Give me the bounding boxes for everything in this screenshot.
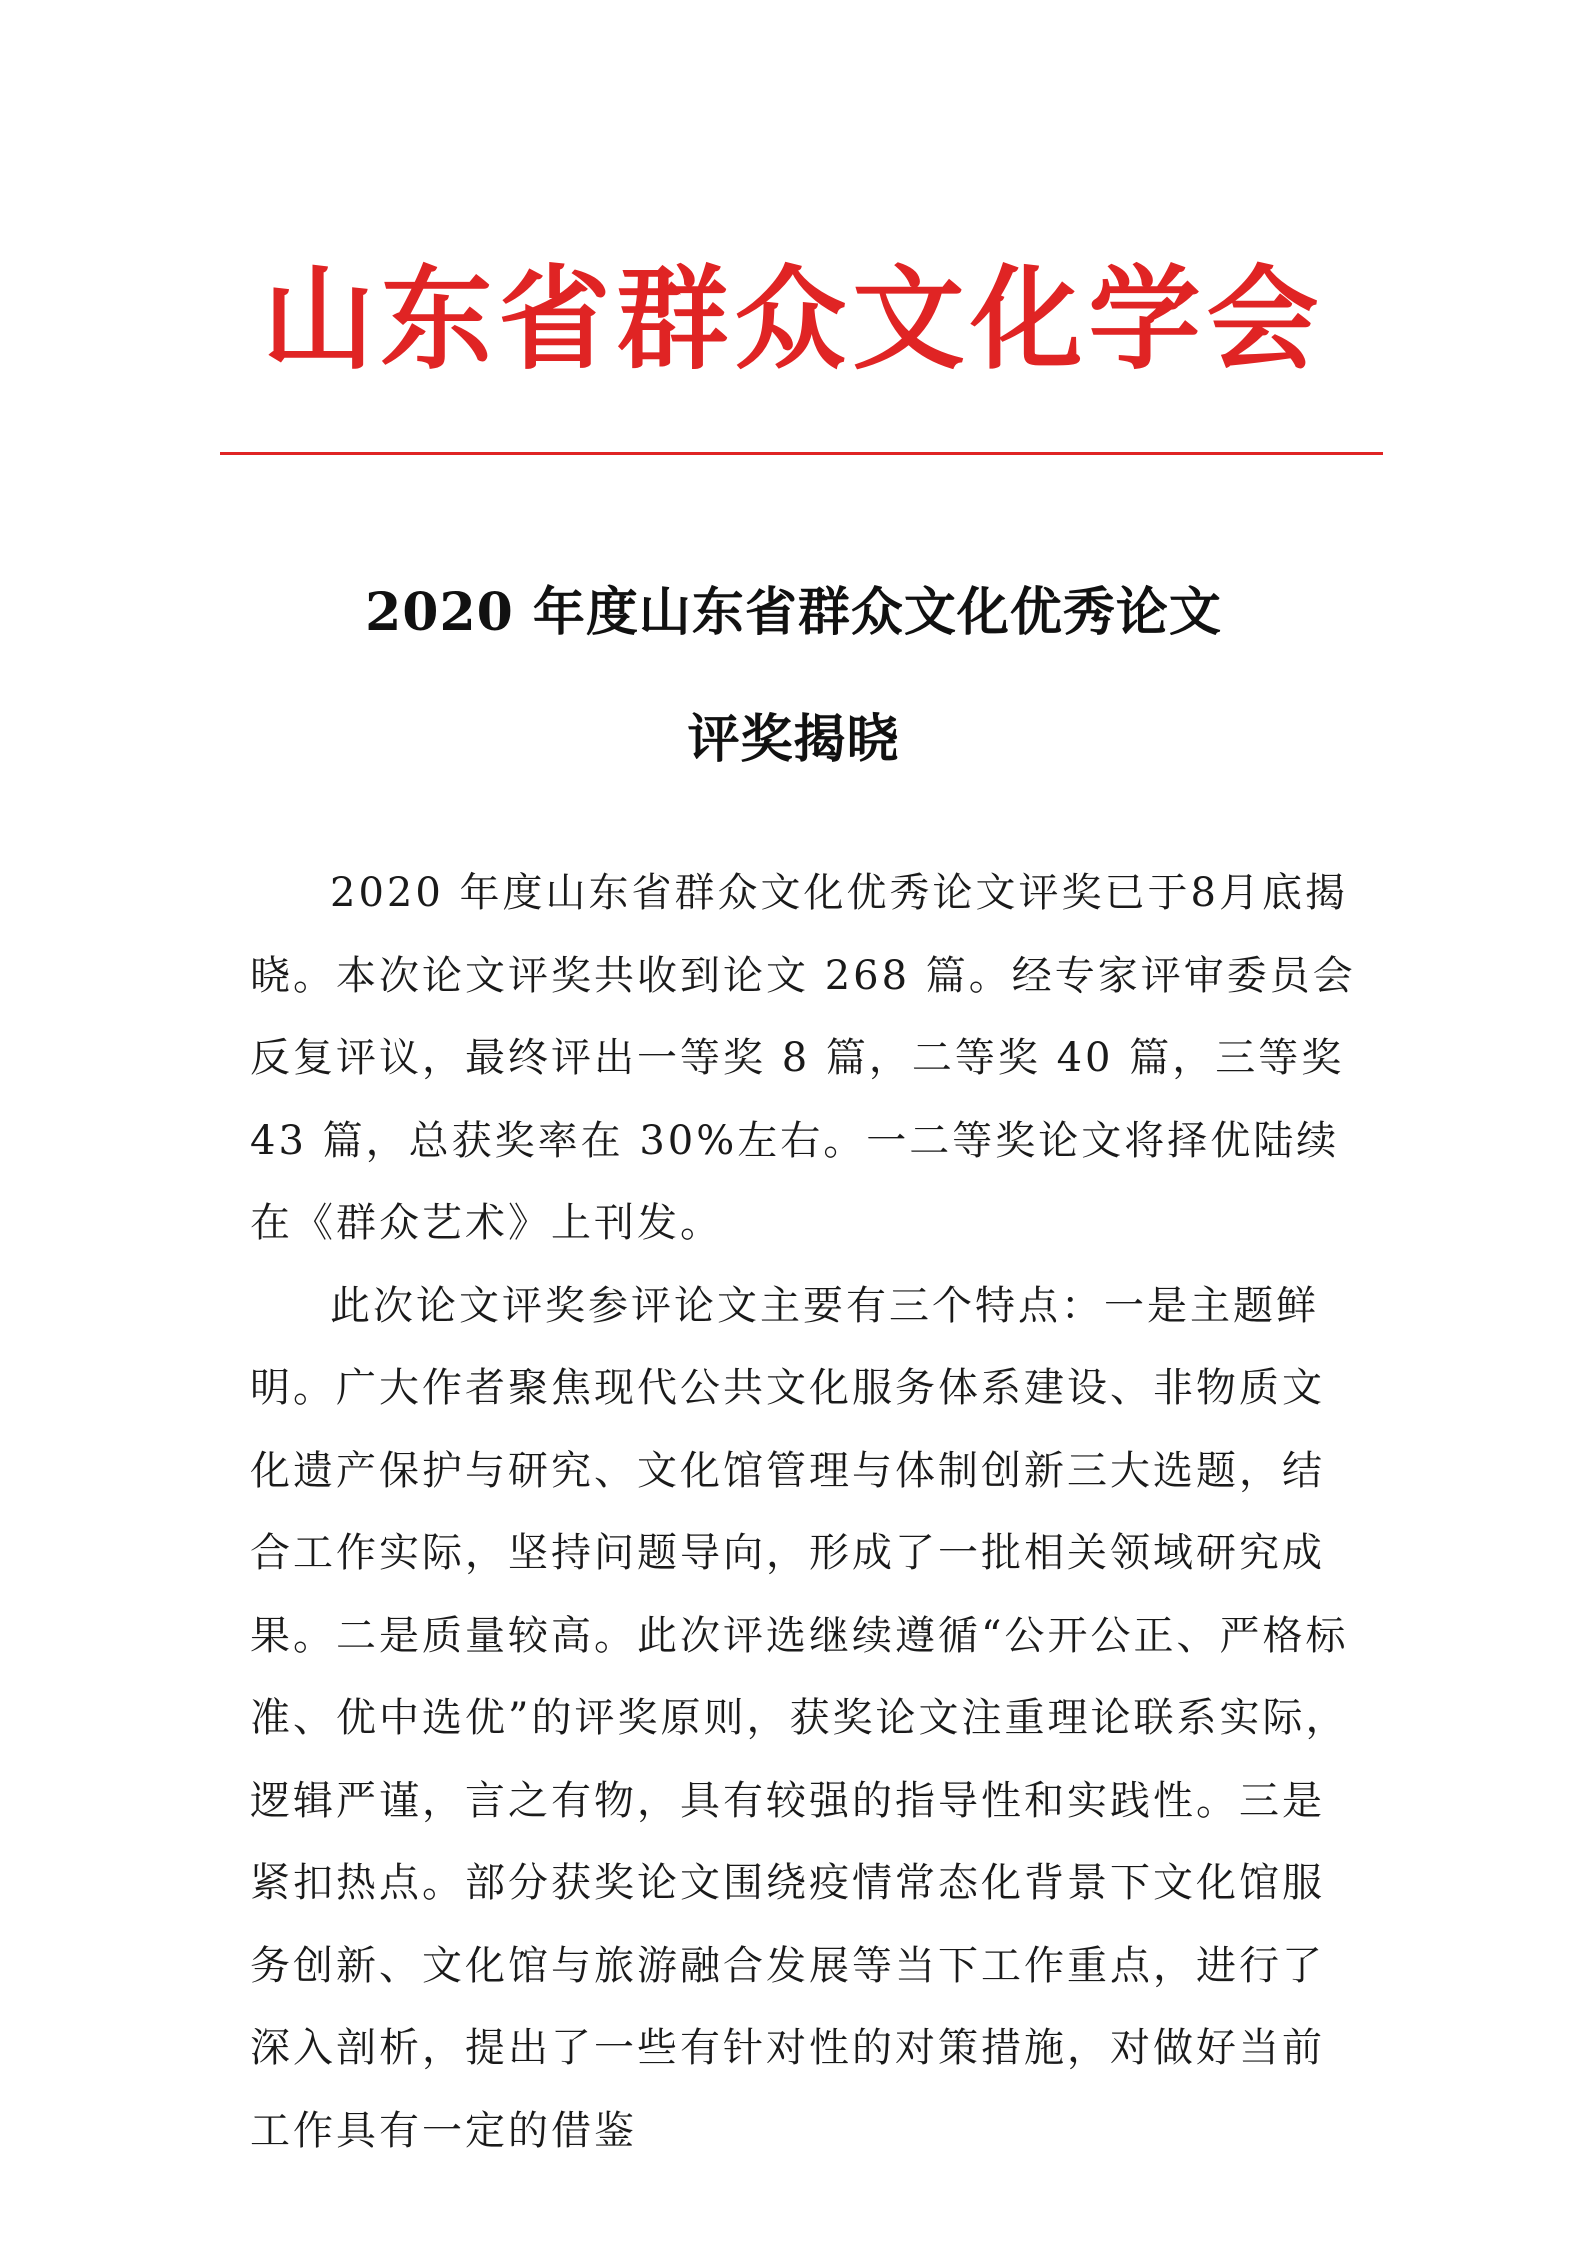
body-paragraph-1: 2020 年度山东省群众文化优秀论文评奖已于8月底揭晓。本次论文评奖共收到论文 268 篇。经专家评审委员会反复评议，最终评出一等奖 8 篇，二等奖 40 篇，三等奖 43 篇，总获奖率在 30%左右。一二等奖论文将择优陆续在《群众艺术》上刊发。 xyxy=(250,870,1356,1246)
organization-letterhead: 山东省群众文化学会 xyxy=(262,254,1325,385)
letterhead-divider xyxy=(220,452,1383,455)
document-body xyxy=(250,852,1360,2172)
body-paragraph-2: 此次论文评奖参评论文主要有三个特点：一是主题鲜明。广大作者聚焦现代公共文化服务体系建设、非物质文化遗产保护与研究、文化馆管理与体制创新三大选题，结合工作实际，坚持问题导向，形成了一批相关领域研究成果。二是质量较高。此次评选继续遵循“公开公正、严格标准、优中选优”的评奖原则，获奖论文注重理论联系实际，逻辑严谨，言之有物，具有较强的指导性和实践性。三是紧扣热点。部分获奖论文围绕疫情常态化背景下文化馆服务创新、文化馆与旅游融合发展等当下工作重点，进行了深入剖析，提出了一些有针对性的对策措施，对做好当前工作具有一定的借鉴 xyxy=(250,1282,1349,2154)
document-title-line-2: 评奖揭晓 xyxy=(687,709,900,770)
document-title-line-1: 2020 年度山东省群众文化优秀论文 xyxy=(365,582,1222,643)
